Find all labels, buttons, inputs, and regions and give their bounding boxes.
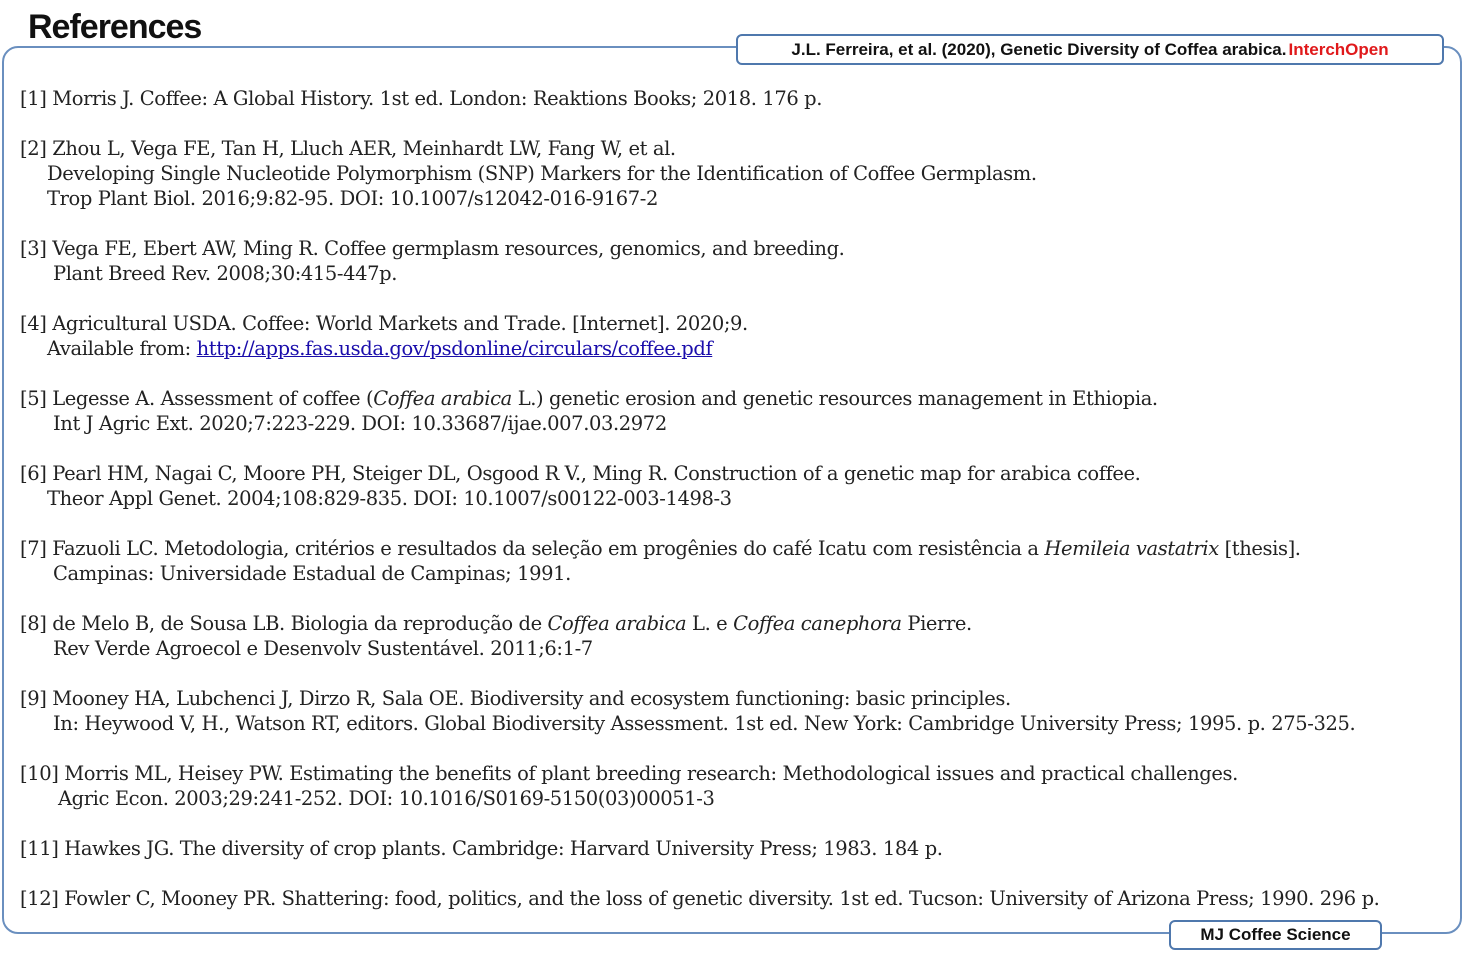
reference-line: Trop Plant Biol. 2016;9:82-95. DOI: 10.1007/s12042-016-9167-2 [47, 187, 659, 210]
reference-line [20, 611, 972, 636]
reference-line [20, 336, 748, 361]
page-title: References [28, 8, 202, 46]
reference-text: [7] Fazuoli LC. Metodologia, critérios e resultados da seleção em progênies do café Icatu com resistência a [20, 537, 1045, 560]
reference-line: [11] Hawkes JG. The diversity of crop plants. Cambridge: Harvard University Press; 1983. 184 p. [20, 837, 943, 860]
species-name: Coffea canephora [733, 612, 902, 635]
reference-line: Plant Breed Rev. 2008;30:415-447p. [53, 262, 397, 285]
reference-line: Developing Single Nucleotide Polymorphism (SNP) Markers for the Identification of Coffee Germplasm. [47, 162, 1037, 185]
reference-line: [3] Vega FE, Ebert AW, Ming R. Coffee germplasm resources, genomics, and breeding. [20, 237, 845, 260]
source-citation: J.L. Ferreira, et al. (2020), Genetic Diversity of Coffea arabica. [791, 39, 1287, 59]
reference-line: Campinas: Universidade Estadual de Campinas; 1991. [53, 562, 571, 585]
reference-text: Pierre. [901, 612, 972, 635]
reference-text: [thesis]. [1218, 537, 1301, 560]
reference-item [20, 536, 1301, 586]
reference-line: [12] Fowler C, Mooney PR. Shattering: food, politics, and the loss of genetic diversity. 1st ed. Tucson: University of Arizona Press; 1990. 296 p. [20, 887, 1380, 910]
source-badge [736, 34, 1444, 65]
reference-line-prefix: Available from: [47, 337, 197, 360]
reference-line: [2] Zhou L, Vega FE, Tan H, Lluch AER, Meinhardt LW, Fang W, et al. [20, 137, 676, 160]
species-name: Coffea arabica [373, 387, 512, 410]
reference-line: [10] Morris ML, Heisey PW. Estimating the benefits of plant breeding research: Methodological issues and practical challenges. [20, 762, 1238, 785]
reference-item [20, 611, 972, 661]
species-name: Hemileia vastatrix [1044, 537, 1219, 560]
reference-text: [5] Legesse A. Assessment of coffee ( [20, 387, 374, 410]
source-publisher: InterchOpen [1288, 39, 1389, 59]
reference-text: L. e [686, 612, 734, 635]
reference-item [20, 686, 1355, 736]
reference-line: Agric Econ. 2003;29:241-252. DOI: 10.1016/S0169-5150(03)00051-3 [58, 787, 715, 810]
reference-item [20, 311, 748, 361]
reference-line: Rev Verde Agroecol e Desenvolv Sustentável. 2011;6:1-7 [53, 637, 593, 660]
species-name: Coffea arabica [547, 612, 687, 635]
reference-item [20, 86, 822, 111]
reference-line [20, 386, 1158, 411]
reference-line: Int J Agric Ext. 2020;7:223-229. DOI: 10.33687/ijae.007.03.2972 [53, 412, 667, 435]
reference-line: In: Heywood V, H., Watson RT, editors. Global Biodiversity Assessment. 1st ed. New York: Cambridge University Press; 1995. p. 275-325. [53, 712, 1356, 735]
reference-line: [6] Pearl HM, Nagai C, Moore PH, Steiger DL, Osgood R V., Ming R. Construction of a genetic map for arabica coffee. [20, 462, 1141, 485]
reference-line: [1] Morris J. Coffee: A Global History. 1st ed. London: Reaktions Books; 2018. 176 p. [20, 87, 823, 110]
reference-item [20, 236, 844, 286]
reference-line: Theor Appl Genet. 2004;108:829-835. DOI: 10.1007/s00122-003-1498-3 [47, 487, 732, 510]
reference-item [20, 136, 1037, 211]
reference-line [20, 536, 1301, 561]
usda-report-link[interactable]: http://apps.fas.usda.gov/psdonline/circulars/coffee.pdf [196, 337, 713, 360]
reference-item [20, 886, 1379, 911]
reference-line: [9] Mooney HA, Lubchenci J, Dirzo R, Sala OE. Biodiversity and ecosystem functioning: basic principles. [20, 687, 1011, 710]
reference-item [20, 386, 1158, 436]
reference-item [20, 461, 1140, 511]
reference-text: [8] de Melo B, de Sousa LB. Biologia da reprodução de [20, 612, 548, 635]
reference-line: [4] Agricultural USDA. Coffee: World Markets and Trade. [Internet]. 2020;9. [20, 312, 748, 335]
footer-badge: MJ Coffee Science [1169, 920, 1382, 950]
reference-item [20, 761, 1238, 811]
reference-text: L.) genetic erosion and genetic resources management in Ethiopia. [511, 387, 1158, 410]
reference-item [20, 836, 943, 861]
